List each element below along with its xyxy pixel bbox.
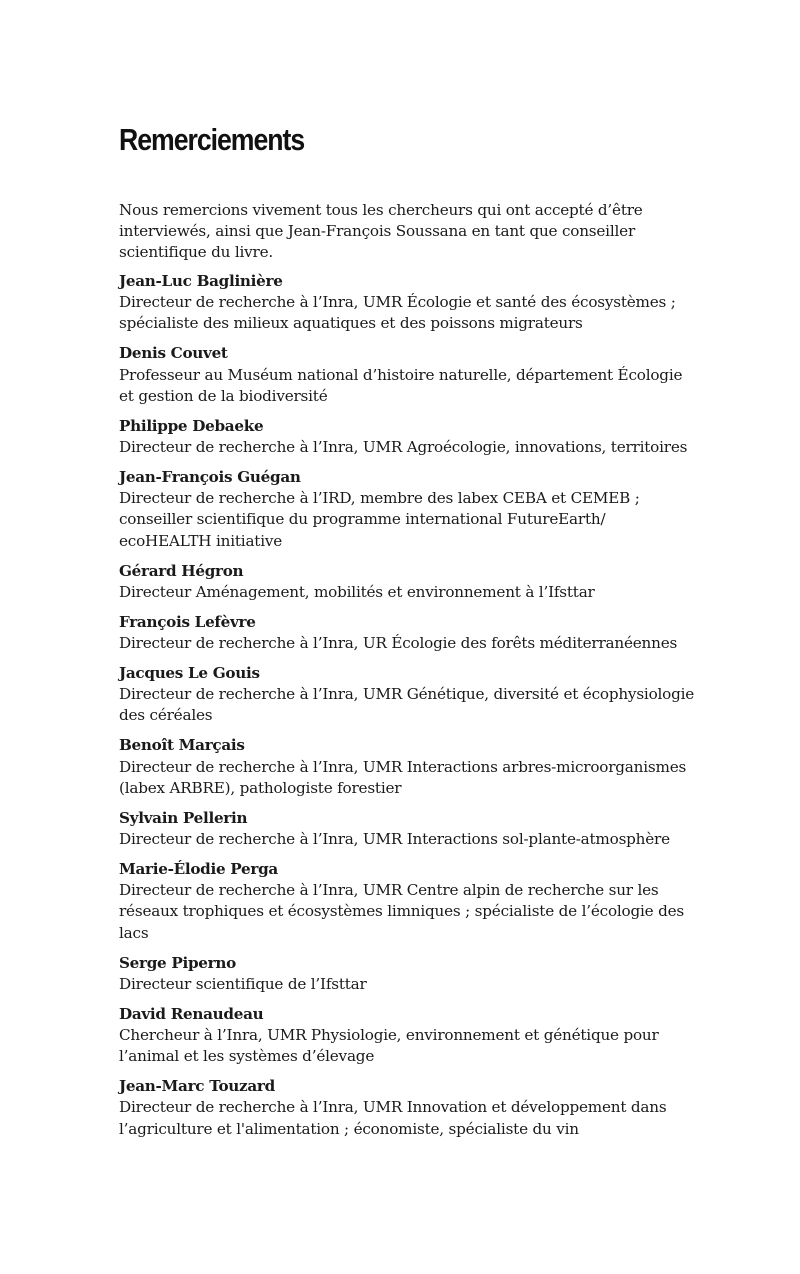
researcher-entry	[119, 467, 699, 552]
researcher-entry	[119, 343, 699, 407]
researcher-entry	[119, 561, 699, 603]
researcher-entry	[119, 612, 699, 654]
researcher-name: David Renaudeau	[119, 1004, 264, 1023]
researcher-name: Serge Piperno	[119, 953, 236, 972]
researcher-name: Jean-Luc Baglinière	[119, 272, 283, 290]
researcher-name: Jean-Marc Touzard	[119, 1077, 275, 1096]
researcher-name: Sylvain Pellerin	[119, 808, 248, 827]
researcher-entry	[119, 735, 699, 799]
researcher-description: Directeur de recherche à l’Inra, UMR Centre alpin de recherche sur les réseaux trophiques et écosystèmes limniques ; spécialiste de l’écologie des lacs	[119, 881, 684, 942]
page-title: Remerciements	[119, 122, 305, 157]
researcher-name: Gérard Hégron	[119, 561, 244, 580]
researcher-description: Directeur de recherche à l’Inra, UMR Interactions sol-plante-atmosphère	[119, 830, 670, 849]
researcher-description: Directeur scientifique de l’Ifsttar	[119, 974, 367, 993]
researcher-name: Denis Couvet	[119, 344, 228, 363]
researcher-name: Marie-Élodie Perga	[119, 860, 278, 879]
researcher-description: Directeur de recherche à l’Inra, UMR Innovation et développement dans l’agriculture et l'alimentation ; économiste, spécialiste du vin	[119, 1098, 667, 1138]
researcher-entry	[119, 859, 699, 944]
intro-paragraph: Nous remercions vivement tous les chercheurs qui ont accepté d’être interviewés, ainsi que Jean-François Soussana en tant que conseiller scientifique du livre.	[119, 201, 643, 262]
researcher-entry	[119, 271, 699, 335]
researcher-description: Directeur de recherche à l’Inra, UMR Interactions arbres-microorganismes (labex ARBRE), pathologiste forestier	[119, 757, 687, 797]
researcher-description: Directeur de recherche à l’Inra, UR Écologie des forêts méditerranéennes	[119, 634, 678, 653]
researcher-entry	[119, 663, 699, 727]
researcher-description: Chercheur à l’Inra, UMR Physiologie, environnement et génétique pour l’animal et les systèmes d’élevage	[119, 1026, 659, 1066]
researcher-entry	[119, 953, 699, 995]
researcher-description: Directeur de recherche à l’Inra, UMR Écologie et santé des écosystèmes ; spécialiste des milieux aquatiques et des poissons migrateurs	[119, 293, 676, 333]
researcher-entry	[119, 1004, 699, 1068]
researcher-name: Benoît Marçais	[119, 736, 245, 755]
researcher-description: Professeur au Muséum national d’histoire naturelle, département Écologie et gestion de la biodiversité	[119, 365, 683, 405]
researcher-name: Jacques Le Gouis	[119, 664, 260, 683]
researcher-list	[119, 271, 699, 1149]
researcher-description: Directeur de recherche à l’Inra, UMR Agroécologie, innovations, territoires	[119, 438, 688, 457]
researcher-description: Directeur de recherche à l’IRD, membre des labex CEBA et CEMEB ; conseiller scientifique du programme international FutureEarth/ ecoHEALTH initiative	[119, 489, 640, 550]
researcher-entry	[119, 416, 699, 458]
researcher-name: Jean-François Guégan	[119, 468, 301, 487]
researcher-description: Directeur Aménagement, mobilités et environnement à l’Ifsttar	[119, 582, 595, 601]
researcher-name: Philippe Debaeke	[119, 416, 264, 435]
researcher-entry	[119, 808, 699, 850]
researcher-name: François Lefèvre	[119, 612, 256, 631]
researcher-entry	[119, 1076, 699, 1140]
researcher-description: Directeur de recherche à l’Inra, UMR Génétique, diversité et écophysiologie des céréales	[119, 685, 695, 725]
